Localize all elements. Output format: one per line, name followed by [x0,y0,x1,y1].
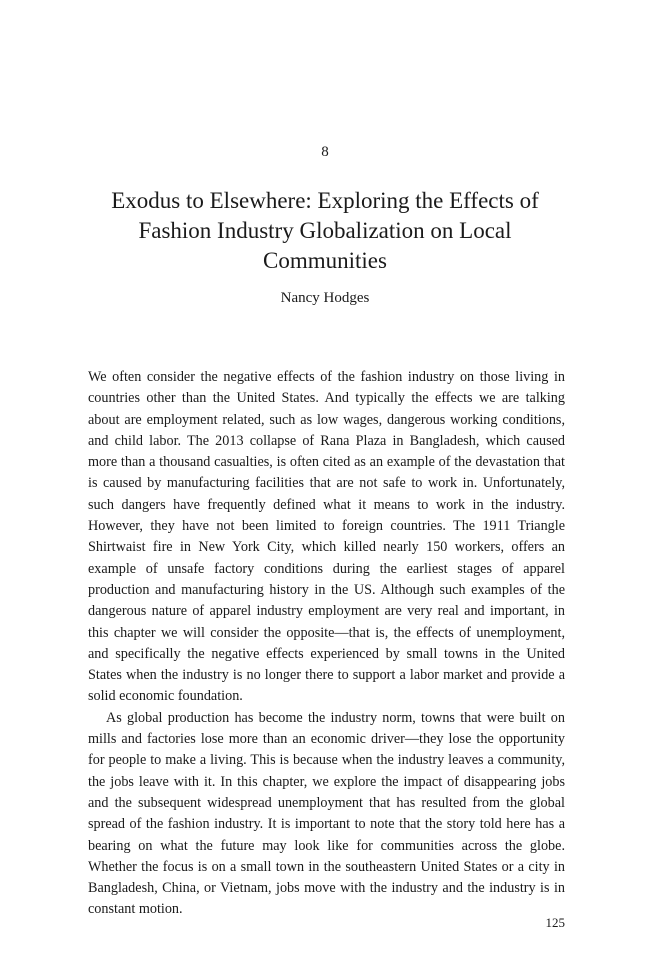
chapter-number: 8 [321,144,329,160]
page-number: 125 [545,915,565,930]
chapter-title: Exodus to Elsewhere: Exploring the Effects of Fashion Industry Globalization on Local Communities [111,188,539,273]
body-paragraph-1: We often consider the negative effects of the fashion industry on those living in countries other than the United States. And typically the effects we are talking about are employment related, such as low wages, dangerous working conditions, and child labor. The 2013 collapse of Rana Plaza in Bangladesh, which caused more than a thousand casualties, is often cited as an example of the devastation that is caused by manufacturing facilities that are not safe to work in. Unfortunately, such dangers have frequently defined what it means to work in the industry. However, they have not been limited to foreign countries. The 1911 Triangle Shirtwaist fire in New York City, which killed nearly 150 workers, offers an example of unsafe factory conditions during the earliest stages of apparel production and manufacturing history in the US. Although such examples of the dangerous nature of apparel industry employment are very real and important, in this chapter we will consider the opposite—that is, the effects of unemployment, and specifically the negative effects experienced by small towns in the United States when the industry is no longer there to support a labor market and provide a solid economic foundation. [88,369,565,705]
body-paragraph-2: As global production has become the industry norm, towns that were built on mills and factories lose more than an economic driver—they lose the opportunity for people to make a living. This is because when the industry leaves a community, the jobs leave with it. In this chapter, we explore the impact of disappearing jobs and the subsequent widespread unemployment that has resulted from the global spread of the fashion industry. It is important to note that the story told here has a bearing on what the future may look like for communities across the globe. Whether the focus is on a small town in the southeastern United States or a city in Bangladesh, China, or Vietnam, jobs move with the industry and the industry is in constant motion. [88,709,565,918]
chapter-body [88,367,565,921]
chapter-author: Nancy Hodges [280,290,370,306]
